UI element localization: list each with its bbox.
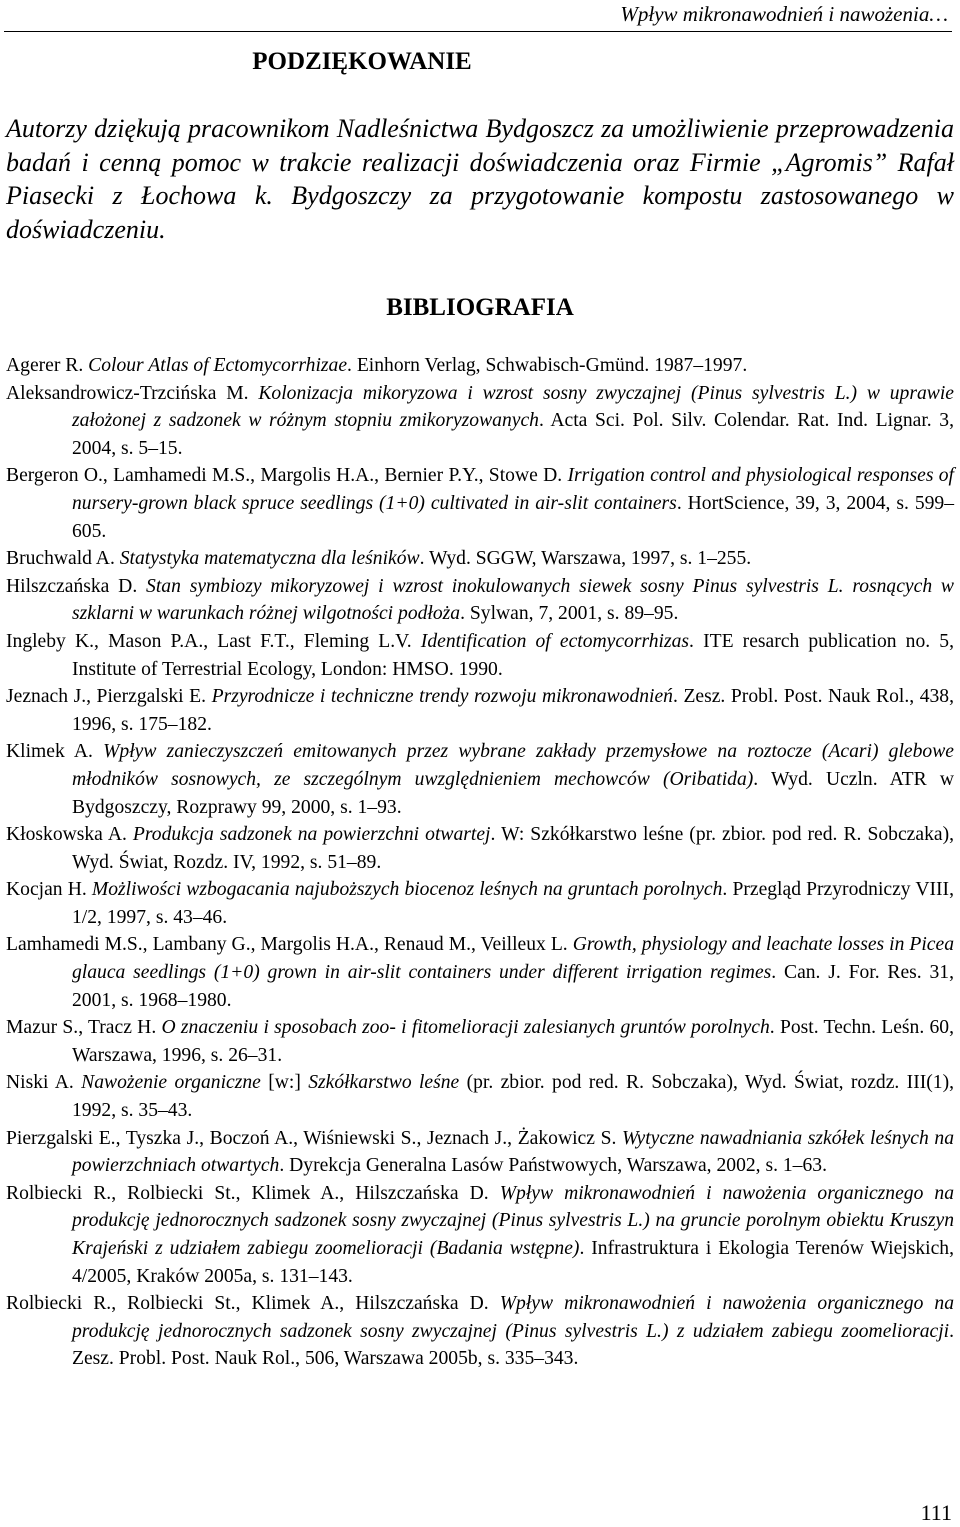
bib-entry: Aleksandrowicz-Trzcińska M. Kolonizacja mikoryzowa i wzrost sosny zwyczajnej (Pinus sylvestris L.) w uprawie założonej z sadzonek w różnym stopniu zmikoryzowanych. Acta Sci. Pol. Silv. Colendar. Rat. Ind. Lignar. 3, 2004, s. 5–15. xyxy=(6,382,954,459)
bib-entry: Agerer R. Colour Atlas of Ectomycorrhizae. Einhorn Verlag, Schwabisch-Gmünd. 1987–1997. xyxy=(6,355,748,376)
bib-entry: Kłoskowska A. Produkcja sadzonek na powierzchni otwartej. W: Szkółkarstwo leśne (pr. zbior. pod red. R. Sobczaka), Wyd. Świat, Rozdz. IV, 1992, s. 51–89. xyxy=(6,824,954,873)
bib-entry: Ingleby K., Mason P.A., Last F.T., Fleming L.V. Identification of ectomycorrhizas. ITE resarch publication no. 5, Institute of Terrestrial Ecology, London: HMSO. 1990. xyxy=(6,630,954,680)
acknowledgements-heading: PODZIĘKOWANIE xyxy=(252,48,472,75)
bib-entry: Bruchwald A. Statystyka matematyczna dla leśników. Wyd. SGGW, Warszawa, 1997, s. 1–255. xyxy=(6,548,752,570)
bib-entry: Kocjan H. Możliwości wzbogacania najuboższych biocenoz leśnych na gruntach porolnych. Przegląd Przyrodniczy VIII, 1/2, 1997, s. 43–46. xyxy=(6,879,954,928)
bib-entry: Pierzgalski E., Tyszka J., Boczoń A., Wiśniewski S., Jeznach J., Żakowicz S. Wytyczne nawadniania szkółek leśnych na powierzchniach otwartych. Dyrekcja Generalna Lasów Państwowych, Warszawa, 2002, s. 1–63. xyxy=(6,1127,954,1177)
bib-entry: Hilszczańska D. Stan symbiozy mikoryzowej i wzrost inokulowanych siewek sosny Pinus sylvestris L. rosnących w szklarni w warunkach różnej wilgotności podłoża. Sylwan, 7, 2001, s. 89–95. xyxy=(6,575,955,625)
bib-entry: Jeznach J., Pierzgalski E. Przyrodnicze i techniczne trendy rozwoju mikronawodnień. Zesz. Probl. Post. Nauk Rol., 438, 1996, s. 175–182. xyxy=(6,686,955,735)
bib-entry: Klimek A. Wpływ zanieczyszczeń emitowanych przez wybrane zakłady przemysłowe na roztocze (Acari) glebowe młodników sosnowych, ze szczególnym uwzględnieniem mechowców (Oribatida). Wyd. Uczln. ATR w Bydgoszczy, Rozprawy 99, 2000, s. 1–93. xyxy=(6,741,954,818)
page-number: 111 xyxy=(920,1500,952,1525)
acknowledgements-text: Autorzy dziękują pracownikom Nadleśnictwa Bydgoszcz za umożliwienie przeprowadzenia badań i cenną pomoc w trakcie realizacji doświadczenia oraz Firmie „Agromis” Rafał Piasecki z Łochowa k. Bydgoszczy za przygotowanie kompostu zastosowanego w doświadczeniu. xyxy=(6,114,954,244)
bibliography-list xyxy=(6,352,954,1373)
bib-entry: Bergeron O., Lamhamedi M.S., Margolis H.A., Bernier P.Y., Stowe D. Irrigation control and physiological responses of nursery-grown black spruce seedlings (1+0) cultivated in air-slit containers. HortScience, 39, 3, 2004, s. 599–605. xyxy=(6,465,955,542)
bib-entry: Rolbiecki R., Rolbiecki St., Klimek A., Hilszczańska D. Wpływ mikronawodnień i nawożenia organicznego na produkcję jednorocznych sadzonek sosny zwyczajnej (Pinus sylvestris L.) na gruncie porolnym obiektu Kruszyn Krajeński z udziałem zabiegu zoomelioracji (Badania wstępne). Infrastruktura i Ekologia Terenów Wiejskich, 4/2005, Kraków 2005a, s. 131–143. xyxy=(6,1182,954,1287)
header-rule xyxy=(4,31,952,32)
bib-entry: Lamhamedi M.S., Lambany G., Margolis H.A., Renaud M., Veilleux L. Growth, physiology and leachate losses in Picea glauca seedlings (1+0) grown in air-slit containers under different irrigation regimes. Can. J. For. Res. 31, 2001, s. 1968–1980. xyxy=(6,934,954,1011)
bib-entry: Rolbiecki R., Rolbiecki St., Klimek A., Hilszczańska D. Wpływ mikronawodnień i nawożenia organicznego na produkcję jednorocznych sadzonek sosny zwyczajnej (Pinus sylvestris L.) z udziałem zabiegu zoomelioracji. Zesz. Probl. Post. Nauk Rol., 506, Warszawa 2005b, s. 335–343. xyxy=(6,1293,954,1370)
running-header: Wpływ mikronawodnień i nawożenia… xyxy=(620,2,948,26)
bib-entry: Mazur S., Tracz H. O znaczeniu i sposobach zoo- i fitomelioracji zalesianych gruntów porolnych. Post. Techn. Leśn. 60, Warszawa, 1996, s. 26–31. xyxy=(6,1017,955,1066)
bib-entry: Niski A. Nawożenie organiczne [w:] Szkółkarstwo leśne (pr. zbior. pod red. R. Sobczaka), Wyd. Świat, rozdz. III(1), 1992, s. 35–43. xyxy=(6,1072,954,1122)
bibliography-heading: BIBLIOGRAFIA xyxy=(386,294,574,321)
